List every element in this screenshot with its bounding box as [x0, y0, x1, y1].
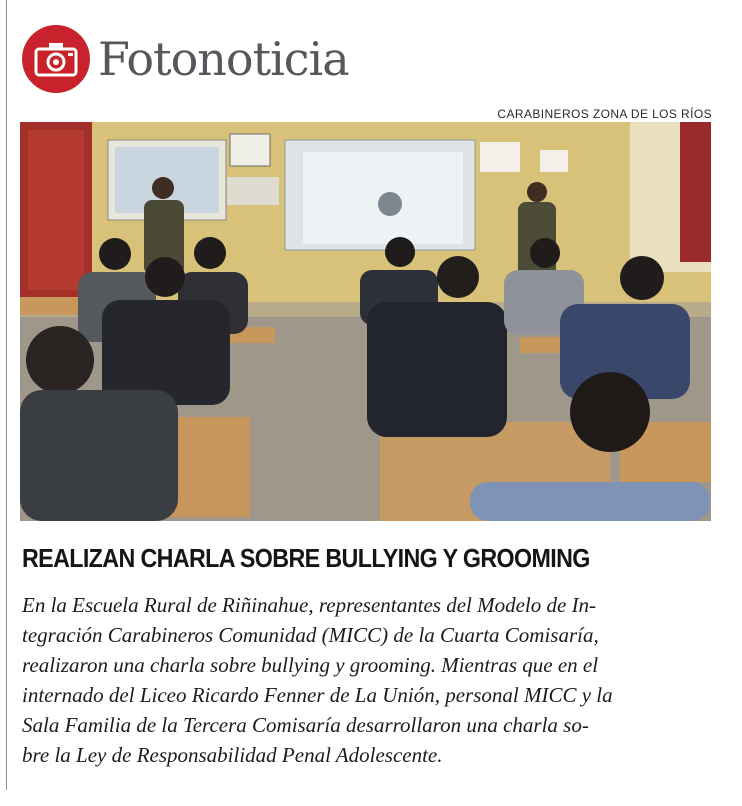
column-rule	[6, 0, 7, 790]
article-headline: REALIZAN CHARLA SOBRE BULLYING Y GROOMING	[22, 543, 590, 573]
body-line: En la Escuela Rural de Riñinahue, representantes del Modelo de In-	[22, 593, 597, 617]
body-line: internado del Liceo Ricardo Fenner de La Unión, personal MICC y la	[22, 683, 613, 707]
section-title: Fotonoticia	[98, 32, 349, 86]
body-line: bre la Ley de Responsabilidad Penal Adolescente.	[22, 743, 443, 767]
photo-credit: CARABINEROS ZONA DE LOS RÍOS	[497, 107, 712, 121]
article-body	[22, 590, 722, 770]
body-line: realizaron una charla sobre bullying y grooming. Mientras que en el	[22, 653, 599, 677]
classroom-photo	[20, 122, 711, 521]
fotonoticia-logo	[22, 25, 90, 93]
body-line: tegración Carabineros Comunidad (MICC) de la Cuarta Comisaría,	[22, 623, 599, 647]
body-line: Sala Familia de la Tercera Comisaría desarrollaron una charla so-	[22, 713, 589, 737]
camera-icon	[22, 25, 90, 93]
